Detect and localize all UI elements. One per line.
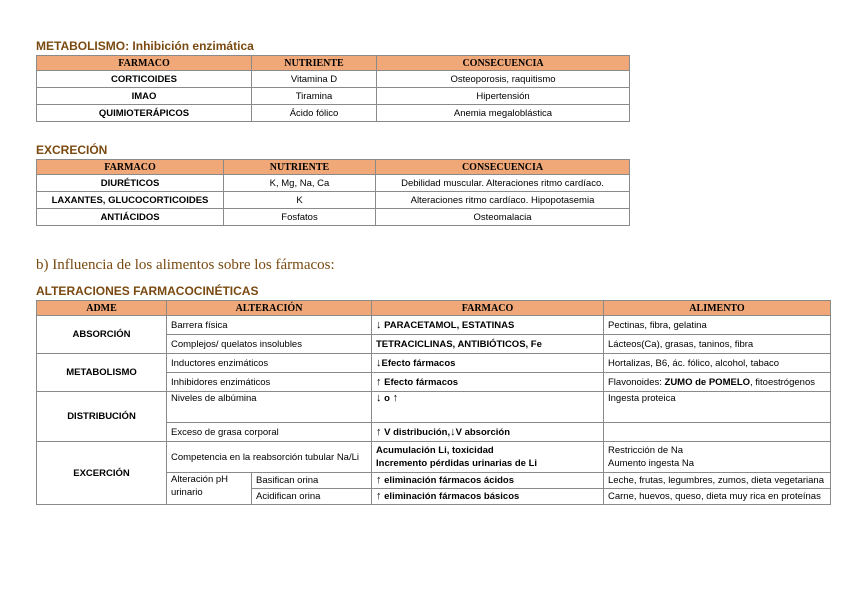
nutriente-cell: Vitamina D bbox=[252, 71, 377, 88]
arrow-down-icon: ↓ bbox=[376, 356, 382, 369]
table-row bbox=[37, 105, 630, 122]
alimento-text: Flavonoides: bbox=[608, 376, 665, 388]
arrow-down-icon: ↓ bbox=[376, 318, 382, 331]
arrow-up-icon: ↑ bbox=[376, 375, 382, 388]
arrow-down-icon: ↓ bbox=[450, 425, 456, 438]
table-row bbox=[37, 442, 831, 473]
consecuencia-cell: Anemia megaloblástica bbox=[377, 105, 630, 122]
arrow-up-icon: ↑ bbox=[392, 392, 399, 404]
farmaco-cell bbox=[372, 354, 604, 373]
farmaco-cell bbox=[372, 442, 604, 473]
nutriente-cell: Fosfatos bbox=[224, 209, 376, 226]
farmaco-cell bbox=[372, 373, 604, 392]
farmaco-cell: QUIMIOTERÁPICOS bbox=[37, 105, 252, 122]
farmaco-cell: IMAO bbox=[37, 88, 252, 105]
farmaco-cell bbox=[372, 392, 604, 423]
farmaco-line: Acumulación Li, toxicidad bbox=[376, 445, 494, 456]
farmaco-cell: CORTICOIDES bbox=[37, 71, 252, 88]
farmaco-cell: DIURÉTICOS bbox=[37, 175, 224, 192]
table-row bbox=[37, 354, 831, 373]
alimento-cell: Carne, huevos, queso, dieta muy rica en proteínas bbox=[604, 489, 831, 505]
excrecion-title: EXCRECIÓN bbox=[36, 143, 108, 157]
table-row bbox=[37, 392, 831, 423]
table-row bbox=[37, 192, 630, 209]
farmaco-cell: TETRACICLINAS, ANTIBIÓTICOS, Fe bbox=[372, 335, 604, 354]
alteracion-cell: Niveles de albúmina bbox=[167, 392, 372, 423]
consecuencia-cell: Debilidad muscular. Alteraciones ritmo cardíaco. bbox=[376, 175, 630, 192]
adme-metabolismo: METABOLISMO bbox=[37, 354, 167, 392]
farmaco-text: Efecto fármacos bbox=[384, 376, 459, 388]
farmaco-text: Efecto fármacos bbox=[381, 357, 456, 369]
ph-label-cell: Alteración pH urinario bbox=[167, 473, 252, 505]
header-farmaco: FARMACO bbox=[372, 301, 604, 316]
farmaco-cell bbox=[372, 316, 604, 335]
nutriente-cell: Tiramina bbox=[252, 88, 377, 105]
farmaco-text: PARACETAMOL, ESTATINAS bbox=[384, 319, 515, 331]
alimento-cell: Leche, frutas, legumbres, zumos, dieta vegetariana bbox=[604, 473, 831, 489]
alteracion-cell: Exceso de grasa corporal bbox=[167, 423, 372, 442]
table-row bbox=[37, 316, 831, 335]
arrow-up-icon: ↑ bbox=[376, 490, 382, 502]
influencia-heading: b) Influencia de los alimentos sobre los fármacos: bbox=[36, 257, 335, 273]
adme-distribucion: DISTRIBUCIÓN bbox=[37, 392, 167, 442]
table-header-row bbox=[37, 160, 630, 175]
farmaco-text: eliminación fármacos básicos bbox=[384, 491, 520, 502]
alteracion-cell: Inductores enzimáticos bbox=[167, 354, 372, 373]
alimento-line: Aumento ingesta Na bbox=[608, 458, 695, 469]
header-alteracion: ALTERACIÓN bbox=[167, 301, 372, 316]
alimento-cell: Ingesta proteica bbox=[604, 392, 831, 423]
metabolismo-table bbox=[36, 55, 630, 122]
table-header-row bbox=[37, 301, 831, 316]
alteracion-cell: Barrera física bbox=[167, 316, 372, 335]
consecuencia-cell: Hipertensión bbox=[377, 88, 630, 105]
header-alimento: ALIMENTO bbox=[604, 301, 831, 316]
sub-alteracion-cell: Acidifican orina bbox=[252, 489, 372, 505]
alteraciones-table bbox=[36, 300, 831, 505]
adme-absorcion: ABSORCIÓN bbox=[37, 316, 167, 354]
nutriente-cell: K, Mg, Na, Ca bbox=[224, 175, 376, 192]
arrow-up-icon: ↑ bbox=[376, 425, 382, 438]
nutriente-cell: K bbox=[224, 192, 376, 209]
farmaco-text: eliminación fármacos ácidos bbox=[384, 475, 515, 486]
table-row bbox=[37, 88, 630, 105]
farmaco-cell bbox=[372, 423, 604, 442]
alimento-cell bbox=[604, 373, 831, 392]
farmaco-text: V distribución, bbox=[384, 426, 451, 438]
consecuencia-cell: Osteomalacia bbox=[376, 209, 630, 226]
alteracion-cell: Competencia en la reabsorción tubular Na/Li bbox=[167, 442, 372, 473]
alimento-line: Restricción de Na bbox=[608, 445, 683, 456]
header-nutriente: NUTRIENTE bbox=[252, 56, 377, 71]
alimento-cell: Lácteos(Ca), grasas, taninos, fibra bbox=[604, 335, 831, 354]
consecuencia-cell: Alteraciones ritmo cardíaco. Hipopotasemia bbox=[376, 192, 630, 209]
table-header-row bbox=[37, 56, 630, 71]
arrow-down-icon: ↓ bbox=[376, 392, 382, 404]
farmaco-text: o bbox=[384, 393, 390, 404]
metabolismo-title: METABOLISMO: Inhibición enzimática bbox=[36, 39, 254, 53]
alteracion-cell: Inhibidores enzimáticos bbox=[167, 373, 372, 392]
consecuencia-cell: Osteoporosis, raquitismo bbox=[377, 71, 630, 88]
header-farmaco: FARMACO bbox=[37, 56, 252, 71]
table-row bbox=[37, 209, 630, 226]
farmaco-cell: ANTIÁCIDOS bbox=[37, 209, 224, 226]
alimento-bold-text: ZUMO de POMELO bbox=[664, 376, 751, 388]
alteraciones-title: ALTERACIONES FARMACOCINÉTICAS bbox=[36, 284, 259, 298]
table-row bbox=[37, 71, 630, 88]
alimento-text: , fitoestrógenos bbox=[750, 376, 815, 388]
header-adme: ADME bbox=[37, 301, 167, 316]
alimento-cell bbox=[604, 423, 831, 442]
header-nutriente: NUTRIENTE bbox=[224, 160, 376, 175]
farmaco-cell bbox=[372, 489, 604, 505]
farmaco-text: V absorción bbox=[455, 426, 510, 438]
alimento-cell: Pectinas, fibra, gelatina bbox=[604, 316, 831, 335]
nutriente-cell: Ácido fólico bbox=[252, 105, 377, 122]
header-consecuencia: CONSECUENCIA bbox=[376, 160, 630, 175]
farmaco-cell: LAXANTES, GLUCOCORTICOIDES bbox=[37, 192, 224, 209]
arrow-up-icon: ↑ bbox=[376, 474, 382, 486]
adme-excrecion: EXCERCIÓN bbox=[37, 442, 167, 505]
alteracion-cell: Complejos/ quelatos insolubles bbox=[167, 335, 372, 354]
table-row bbox=[37, 175, 630, 192]
excrecion-table bbox=[36, 159, 630, 226]
sub-alteracion-cell: Basifican orina bbox=[252, 473, 372, 489]
farmaco-line: Incremento pérdidas urinarias de Li bbox=[376, 458, 538, 469]
header-farmaco: FARMACO bbox=[37, 160, 224, 175]
alimento-cell bbox=[604, 442, 831, 473]
header-consecuencia: CONSECUENCIA bbox=[377, 56, 630, 71]
farmaco-cell bbox=[372, 473, 604, 489]
alimento-cell: Hortalizas, B6, ác. fólico, alcohol, tabaco bbox=[604, 354, 831, 373]
